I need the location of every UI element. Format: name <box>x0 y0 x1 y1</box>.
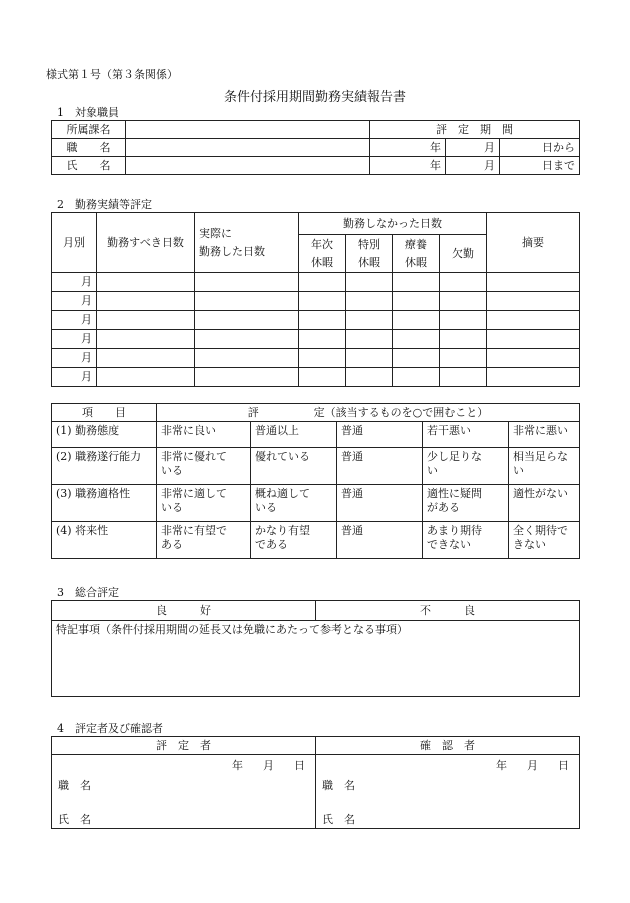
eval-option[interactable] <box>337 422 423 448</box>
remarks-cell[interactable] <box>487 349 580 368</box>
item-header: 項 目 <box>52 404 157 422</box>
evaluator-box[interactable] <box>52 755 316 829</box>
annual-leave-header <box>299 235 346 273</box>
day-label: 日 <box>294 759 305 772</box>
required-days-cell[interactable] <box>97 330 195 349</box>
annual-cell[interactable] <box>299 349 346 368</box>
month-header: 月別 <box>52 213 97 273</box>
confirmer-name-label: 氏 名 <box>322 813 355 826</box>
remarks-cell[interactable] <box>487 330 580 349</box>
section4-heading: 4 評定者及び確認者 <box>57 722 163 735</box>
eval-option[interactable] <box>337 522 423 559</box>
medical-cell[interactable] <box>393 273 440 292</box>
month-cell[interactable]: 月 <box>52 330 97 349</box>
evaluation-table <box>51 403 580 559</box>
from-year[interactable]: 年 <box>370 139 446 157</box>
period-label: 評 定 期 間 <box>370 121 580 139</box>
medical-cell[interactable] <box>393 330 440 349</box>
annual-cell[interactable] <box>299 311 346 330</box>
eval-option[interactable] <box>251 448 337 485</box>
section1-heading: 1 対象職員 <box>57 106 119 119</box>
annual-cell[interactable] <box>299 368 346 387</box>
actual-days-cell[interactable] <box>195 311 299 330</box>
eval-row <box>52 448 580 485</box>
month-label: 月 <box>527 759 538 772</box>
form-number-label: 様式第１号（第３条関係） <box>46 68 178 81</box>
option-line1: 普通 <box>341 487 363 500</box>
eval-option[interactable] <box>157 485 251 522</box>
annual-cell[interactable] <box>299 330 346 349</box>
annual-cell[interactable] <box>299 292 346 311</box>
option-line1: あまり期待 <box>427 524 482 537</box>
table-row <box>52 292 580 311</box>
eval-item: (2) 職務遂行能力 <box>52 448 157 485</box>
special-cell[interactable] <box>346 349 393 368</box>
table-row <box>52 311 580 330</box>
option-line1: 非常に優れて <box>161 450 227 463</box>
eval-option[interactable] <box>157 422 251 448</box>
month-cell[interactable]: 月 <box>52 273 97 292</box>
option-line1: 非常に悪い <box>513 424 568 437</box>
month-label: 月 <box>263 759 274 772</box>
option-line2: ある <box>161 538 183 551</box>
option-line1: 普通 <box>341 450 363 463</box>
eval-option[interactable] <box>251 522 337 559</box>
option-line1: 概ね適して <box>255 487 310 500</box>
table-row <box>52 273 580 292</box>
option-line2: できない <box>427 538 471 551</box>
eval-option[interactable] <box>337 448 423 485</box>
attendance-table <box>51 212 580 387</box>
dept-value[interactable] <box>126 121 370 139</box>
table-row <box>52 330 580 349</box>
annual-line1: 年次 <box>311 237 333 251</box>
eval-item: (3) 職務適格性 <box>52 485 157 522</box>
confirmer-header: 確 認 者 <box>316 737 580 755</box>
actual-days-line2: 勤務した日数 <box>199 244 265 258</box>
medical-line1: 療養 <box>405 237 427 251</box>
month-cell[interactable]: 月 <box>52 292 97 311</box>
confirmer-date <box>496 759 569 773</box>
eval-option[interactable] <box>251 422 337 448</box>
name-value[interactable] <box>126 157 370 175</box>
option-line2: がある <box>427 501 460 514</box>
actual-days-header <box>195 213 299 273</box>
remarks-cell[interactable] <box>487 311 580 330</box>
option-line1: 非常に良い <box>161 424 216 437</box>
required-days-header: 勤務すべき日数 <box>97 213 195 273</box>
required-days-cell[interactable] <box>97 349 195 368</box>
medical-cell[interactable] <box>393 311 440 330</box>
year-label: 年 <box>232 759 243 772</box>
special-cell[interactable] <box>346 311 393 330</box>
annual-line2: 休暇 <box>311 255 333 269</box>
option-line2: いる <box>255 501 277 514</box>
special-cell[interactable] <box>346 273 393 292</box>
medical-cell[interactable] <box>393 349 440 368</box>
rating-good[interactable]: 良 好 <box>52 601 316 621</box>
evaluator-job-label: 職 名 <box>58 779 91 792</box>
absence-cell[interactable] <box>440 368 487 387</box>
eval-option[interactable] <box>251 485 337 522</box>
option-line1: 適性がない <box>513 487 568 500</box>
special-leave-header <box>346 235 393 273</box>
remarks-cell[interactable] <box>487 368 580 387</box>
to-day[interactable]: 日まで <box>500 157 580 175</box>
eval-option[interactable] <box>337 485 423 522</box>
absent-days-header: 勤務しなかった日数 <box>299 213 487 235</box>
eval-option[interactable] <box>509 522 580 559</box>
from-day[interactable]: 日から <box>500 139 580 157</box>
eval-row <box>52 485 580 522</box>
option-line1: 若干悪い <box>427 424 471 437</box>
from-month[interactable]: 月 <box>446 139 500 157</box>
actual-days-line1: 実際に <box>199 226 232 240</box>
section2-heading: 2 勤務実績等評定 <box>57 198 152 211</box>
actual-days-cell[interactable] <box>195 368 299 387</box>
evaluator-header: 評 定 者 <box>52 737 316 755</box>
year-label: 年 <box>496 759 507 772</box>
option-line1: かなり有望 <box>255 524 310 537</box>
eval-option[interactable] <box>509 485 580 522</box>
special-cell[interactable] <box>346 330 393 349</box>
option-line1: 普通 <box>341 424 363 437</box>
month-cell[interactable]: 月 <box>52 368 97 387</box>
actual-days-cell[interactable] <box>195 330 299 349</box>
option-line1: 優れている <box>255 450 310 463</box>
absence-header: 欠勤 <box>440 235 487 273</box>
special-cell[interactable] <box>346 292 393 311</box>
option-line2: きない <box>513 538 546 551</box>
required-days-cell[interactable] <box>97 273 195 292</box>
day-label: 日 <box>558 759 569 772</box>
required-days-cell[interactable] <box>97 311 195 330</box>
remarks-cell[interactable] <box>487 292 580 311</box>
option-line1: 適性に疑問 <box>427 487 482 500</box>
actual-days-cell[interactable] <box>195 349 299 368</box>
absence-cell[interactable] <box>440 311 487 330</box>
required-days-cell[interactable] <box>97 292 195 311</box>
special-cell[interactable] <box>346 368 393 387</box>
medical-leave-header <box>393 235 440 273</box>
month-cell[interactable]: 月 <box>52 311 97 330</box>
to-month[interactable]: 月 <box>446 157 500 175</box>
option-line1: 普通 <box>341 524 363 537</box>
eval-item: (1) 勤務態度 <box>52 422 157 448</box>
job-label: 職 名 <box>52 139 126 157</box>
special-line2: 休暇 <box>358 255 380 269</box>
absence-cell[interactable] <box>440 330 487 349</box>
medical-cell[interactable] <box>393 368 440 387</box>
option-line2: いる <box>161 464 183 477</box>
eval-row <box>52 422 580 448</box>
absence-cell[interactable] <box>440 349 487 368</box>
eval-option[interactable] <box>423 422 509 448</box>
absence-cell[interactable] <box>440 273 487 292</box>
page-title: 条件付採用期間勤務実績報告書 <box>223 90 406 105</box>
option-line1: 非常に適して <box>161 487 227 500</box>
actual-days-cell[interactable] <box>195 292 299 311</box>
medical-cell[interactable] <box>393 292 440 311</box>
target-staff-table <box>51 120 580 175</box>
remarks-cell[interactable] <box>487 273 580 292</box>
option-line1: 全く期待で <box>513 524 568 537</box>
table-row <box>52 368 580 387</box>
option-line1: 非常に有望で <box>161 524 227 537</box>
eval-item: (4) 将来性 <box>52 522 157 559</box>
rating-bad[interactable]: 不 良 <box>316 601 580 621</box>
eval-row <box>52 522 580 559</box>
option-line2: いる <box>161 501 183 514</box>
medical-line2: 休暇 <box>405 255 427 269</box>
to-year[interactable]: 年 <box>370 157 446 175</box>
option-line2: である <box>255 538 288 551</box>
eval-option[interactable] <box>157 522 251 559</box>
overall-rating-table <box>51 600 580 697</box>
eval-option[interactable] <box>423 522 509 559</box>
annual-cell[interactable] <box>299 273 346 292</box>
absence-cell[interactable] <box>440 292 487 311</box>
evaluator-name-label: 氏 名 <box>58 813 91 826</box>
special-line1: 特別 <box>358 237 380 251</box>
table-row <box>52 349 580 368</box>
eval-option[interactable] <box>423 448 509 485</box>
month-cell[interactable]: 月 <box>52 349 97 368</box>
dept-label: 所属課名 <box>52 121 126 139</box>
confirmer-job-label: 職 名 <box>322 779 355 792</box>
signoff-table <box>51 736 580 829</box>
special-notes[interactable]: 特記事項（条件付採用期間の延長又は免職にあたって参考となる事項） <box>52 621 580 697</box>
option-line2: い <box>513 464 524 477</box>
eval-option[interactable] <box>423 485 509 522</box>
section3-heading: 3 総合評定 <box>57 586 119 599</box>
name-label: 氏 名 <box>52 157 126 175</box>
eval-header: 評 定（該当するものを○で囲むこと） <box>157 404 580 422</box>
evaluator-date <box>232 759 305 773</box>
required-days-cell[interactable] <box>97 368 195 387</box>
option-line2: い <box>427 464 438 477</box>
option-line1: 少し足りな <box>427 450 482 463</box>
option-line1: 相当足らな <box>513 450 568 463</box>
job-value[interactable] <box>126 139 370 157</box>
eval-option[interactable] <box>509 448 580 485</box>
remarks-header: 摘要 <box>487 213 580 273</box>
eval-option[interactable] <box>509 422 580 448</box>
eval-option[interactable] <box>157 448 251 485</box>
option-line1: 普通以上 <box>255 424 299 437</box>
confirmer-box[interactable] <box>316 755 580 829</box>
actual-days-cell[interactable] <box>195 273 299 292</box>
